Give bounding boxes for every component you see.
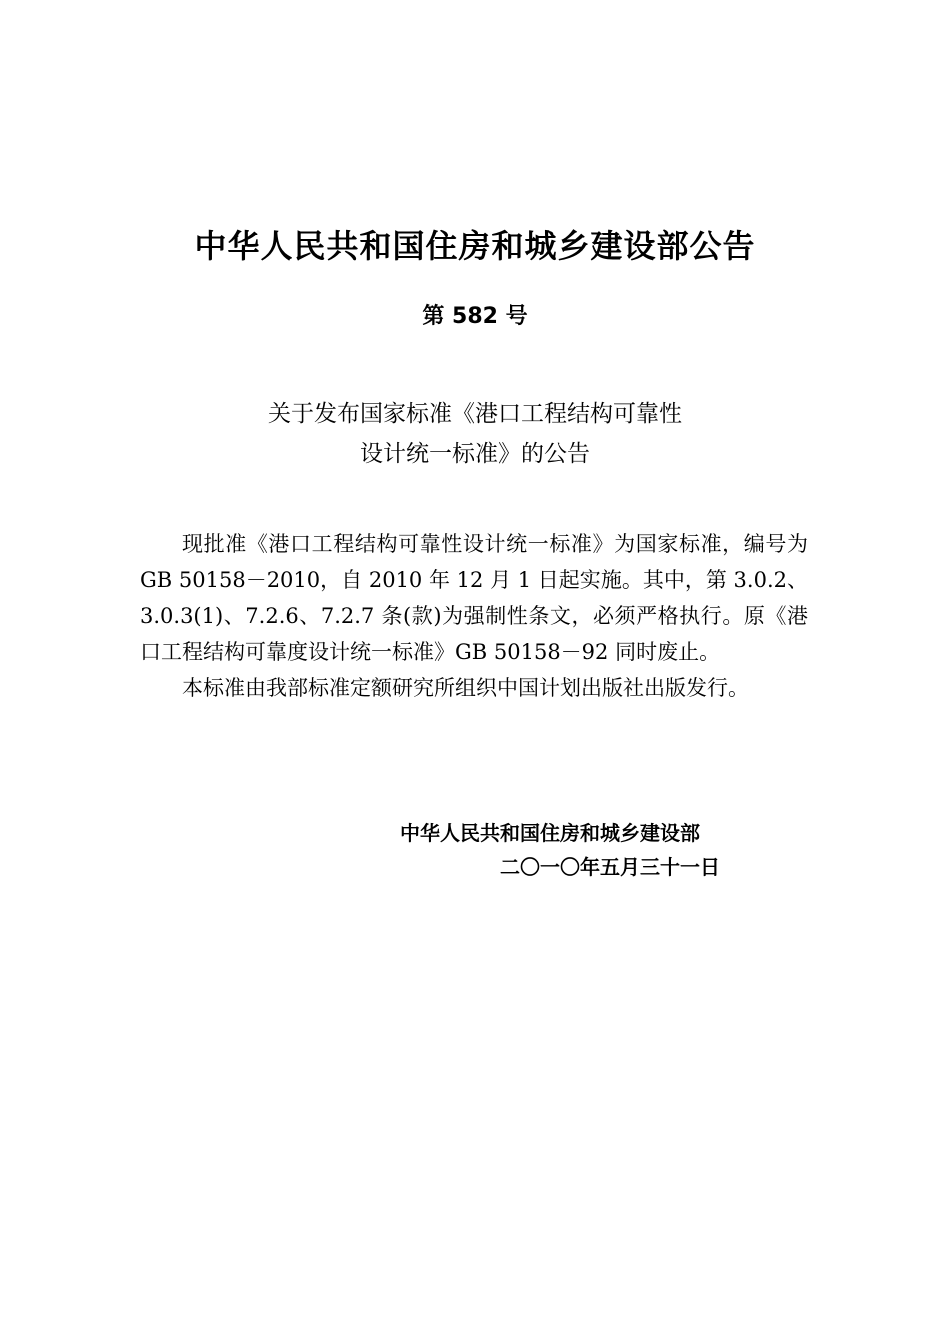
announcement-title: 中华人民共和国住房和城乡建设部公告 [194,227,756,265]
subtitle-line-2: 设计统一标准》的公告 [360,441,590,467]
body-paragraph-2: 本标准由我部标准定额研究所组织中国计划出版社出版发行。 [182,676,749,700]
signature-organization: 中华人民共和国住房和城乡建设部 [400,821,700,845]
announcement-subtitle [0,394,950,474]
announcement-number: 第 582 号 [422,304,528,329]
signature-date: 二〇一〇年五月三十一日 [500,855,720,879]
announcement-body [140,526,808,706]
body-paragraph-1: 现批准《港口工程结构可靠性设计统一标准》为国家标准，编号为 GB 50158－2010，自 2010 年 12 月 1 日起实施。其中，第 3.0.2、3.0.3(1)、7.2.6、7.2.7 条(款)为强制性条文，必须严格执行。原《港口工程结构可靠度设计统一标准》GB 50158－92 同时废止。 [140,532,808,664]
signature-block [400,816,780,884]
subtitle-line-1: 关于发布国家标准《港口工程结构可靠性 [268,401,682,427]
